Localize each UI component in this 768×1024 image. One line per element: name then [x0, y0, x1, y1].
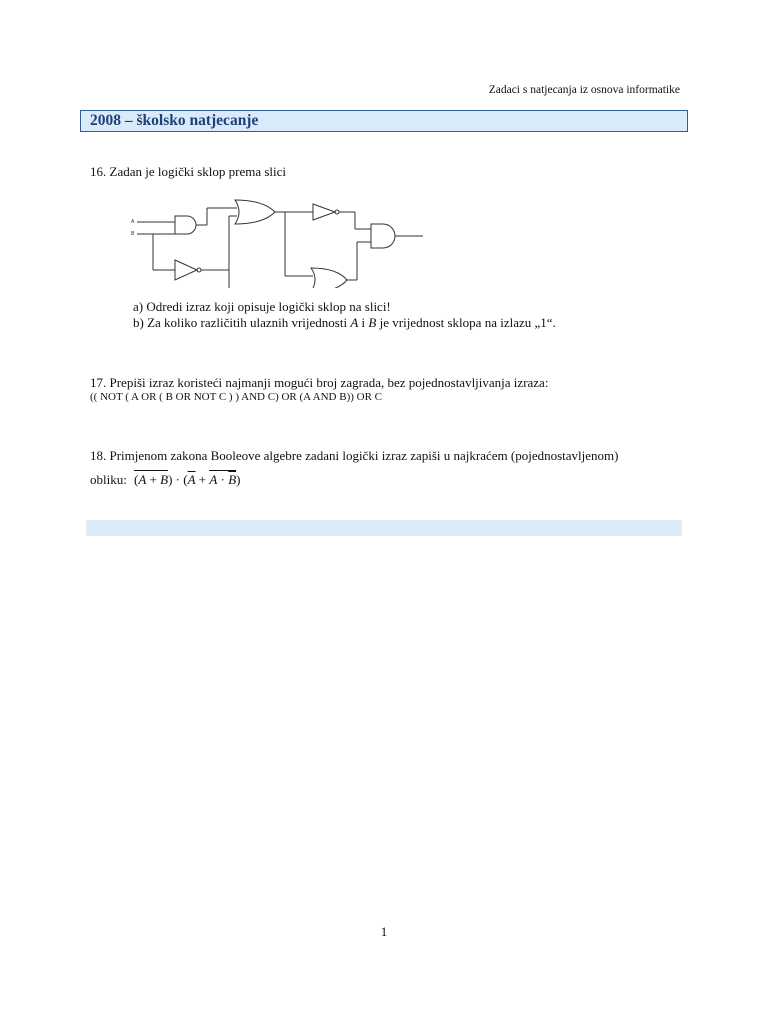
formula-a-bar: $\overline{A}$ [187, 472, 196, 487]
or-gate-1 [235, 200, 275, 224]
input-label-b: B [131, 231, 135, 237]
q18-line2-label: obliku: [90, 472, 127, 487]
page-number: 1 [380, 924, 388, 939]
input-label-a: A [131, 219, 135, 225]
q16-var-b: B [368, 315, 377, 330]
q16-prompt: 16. Zadan je logički sklop prema slici [90, 164, 287, 179]
q17-expression: (( NOT ( A OR ( B OR NOT C ) ) AND C) OR (A AND B)) OR C [90, 391, 383, 403]
formula-b-bar: $\overline{B}$ [228, 472, 237, 487]
q16-item-a: a) Odredi izraz koji opisuje logički sklop na slici! [133, 299, 391, 314]
section-divider-strip [86, 520, 682, 536]
not-gate-1 [175, 260, 197, 280]
q18-line1: 18. Primjenom zakona Booleove algebre zadani logički izraz zapiši u najkraćem (pojednostavljenom) [90, 448, 619, 463]
q17-prompt: 17. Prepiši izraz koristeći najmanji mogući broj zagrada, bez pojednostavljivanja izraza: [90, 375, 549, 390]
q18-formula: $(A + B) \cdot (\overline{A} + A \cdot \overline{B})$ [134, 472, 241, 487]
q16-item-b [133, 315, 556, 330]
q16-item-b-text: b) Za koliko različitih ulaznih vrijednosti [133, 315, 351, 330]
section-title: 2008 – školsko natjecanje [90, 112, 259, 129]
running-header: Zadaci s natjecanja iz osnova informatike [488, 84, 680, 96]
q16-var-a: A [350, 315, 359, 330]
or-gate-2 [311, 268, 347, 288]
formula-overbar-inner: $A \cdot \overline{B}$ [209, 472, 237, 487]
logic-circuit-diagram [125, 188, 425, 288]
and-gate-2 [371, 224, 395, 248]
q16-item-b-end: je vrijednost sklopa na izlazu „1“. [376, 315, 556, 330]
formula-overbar-outer: (A + B [134, 472, 169, 487]
section-title-box [80, 110, 688, 132]
q16-item-b-conj: i [358, 315, 369, 330]
and-gate-1 [175, 216, 196, 234]
not-gate-2 [313, 204, 335, 220]
